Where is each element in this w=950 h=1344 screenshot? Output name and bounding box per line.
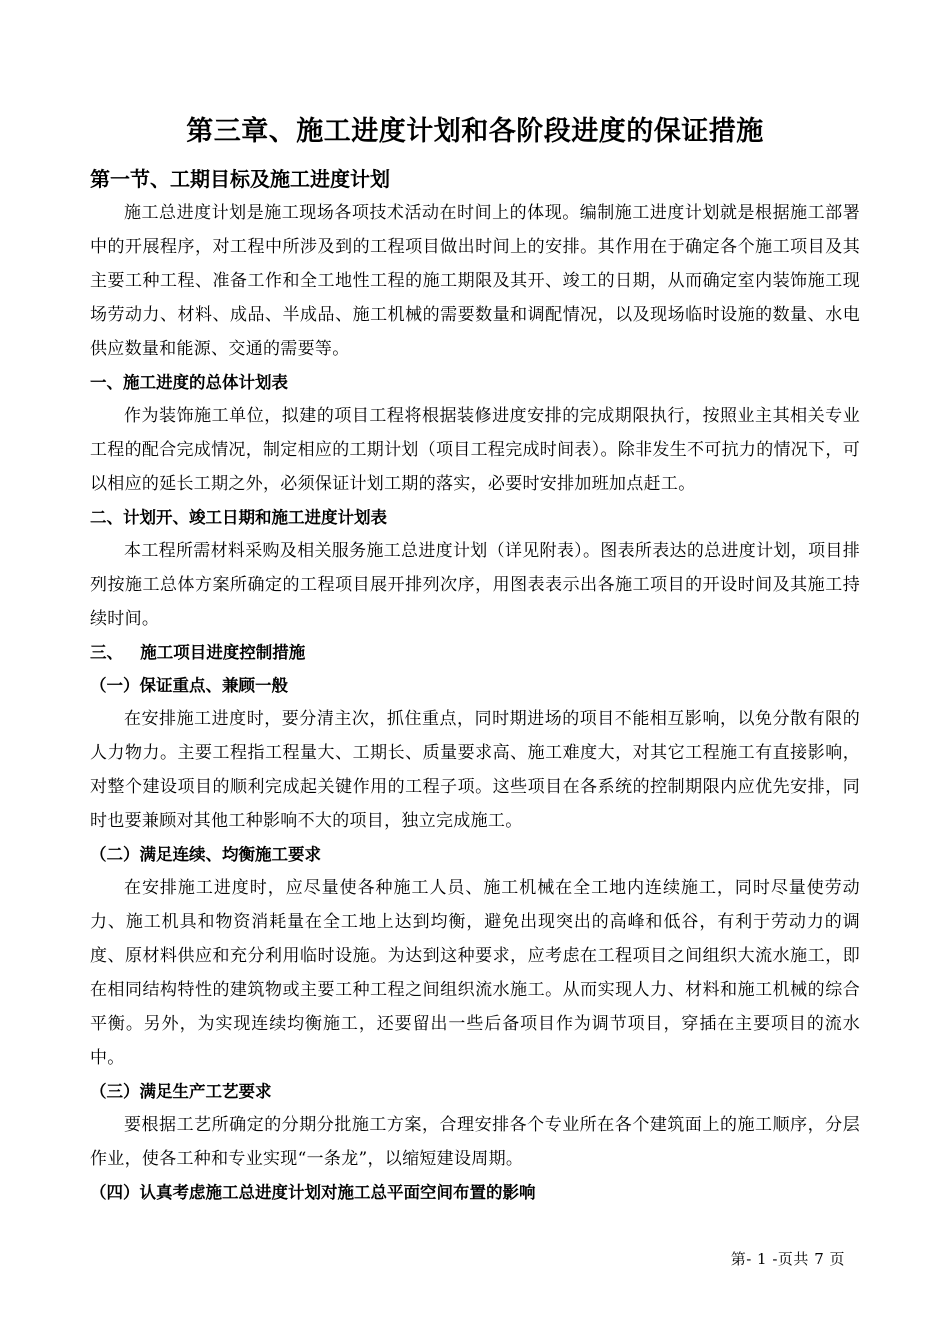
paragraph-overall-plan: 作为装饰施工单位，拟建的项目工程将根据装修进度安排的完成期限执行，按照业主其相关专业工程的配合完成情况，制定相应的工期计划（项目工程完成时间表）。除非发生不可抗力的情况下，可以相应的延长工期之外，必须保证计划工期的落实，必要时安排加班加点赶工。 xyxy=(90,406,860,494)
section-title: 第一节、工期目标及施工进度计划 xyxy=(90,167,390,191)
document-body xyxy=(90,112,860,1209)
heading-control-measures: 三、 施工项目进度控制措施 xyxy=(90,643,306,662)
subheading-continuous-construction: （二）满足连续、均衡施工要求 xyxy=(90,845,321,864)
heading-overall-plan: 一、施工进度的总体计划表 xyxy=(90,373,288,392)
subheading-layout-impact: （四）认真考虑施工总进度计划对施工总平面空间布置的影响 xyxy=(90,1183,536,1202)
subheading-priorities: （一）保证重点、兼顾一般 xyxy=(90,676,288,695)
paragraph-schedule-dates: 本工程所需材料采购及相关服务施工总进度计划（详见附表）。图表所表达的总进度计划，项目排列按施工总体方案所确定的工程项目展开排列次序，用图表表示出各施工项目的开设时间及其施工持续时间。 xyxy=(90,541,860,629)
chapter-title: 第三章、施工进度计划和各阶段进度的保证措施 xyxy=(186,116,764,147)
paragraph-continuous-construction: 在安排施工进度时，应尽量使各种施工人员、施工机械在全工地内连续施工，同时尽量使劳动力、施工机具和物资消耗量在全工地上达到均衡，避免出现突出的高峰和低谷，有利于劳动力的调度、原材料供应和充分利用临时设施。为达到这种要求，应考虑在工程项目之间组织大流水施工，即在相同结构特性的建筑物或主要工种工程之间组织流水施工。从而实现人力、材料和施工机械的综合平衡。另外，为实现连续均衡施工，还要留出一些后备项目作为调节项目，穿插在主要项目的流水中。 xyxy=(90,878,860,1068)
paragraph-process-requirements: 要根据工艺所确定的分期分批施工方案，合理安排各个专业所在各个建筑面上的施工顺序，分层作业，使各工种和专业实现“一条龙”，以缩短建设周期。 xyxy=(90,1115,860,1169)
heading-schedule-dates: 二、计划开、竣工日期和施工进度计划表 xyxy=(90,508,387,527)
subheading-process-requirements: （三）满足生产工艺要求 xyxy=(90,1082,272,1101)
intro-paragraph: 施工总进度计划是施工现场各项技术活动在时间上的体现。编制施工进度计划就是根据施工部署中的开展程序，对工程中所涉及到的工程项目做出时间上的安排。其作用在于确定各个施工项目及其主要工种工程、准备工作和全工地性工程的施工期限及其开、竣工的日期，从而确定室内装饰施工现场劳动力、材料、成品、半成品、施工机械的需要数量和调配情况，以及现场临时设施的数量、水电供应数量和能源、交通的需要等。 xyxy=(90,203,860,359)
paragraph-priorities: 在安排施工进度时，要分清主次，抓住重点，同时期进场的项目不能相互影响，以免分散有限的人力物力。主要工程指工程量大、工期长、质量要求高、施工难度大，对其它工程施工有直接影响，对整个建设项目的顺利完成起关键作用的工程子项。这些项目在各系统的控制期限内应优先安排，同时也要兼顾对其他工种影响不大的项目，独立完成施工。 xyxy=(90,709,860,831)
page-number: 第- 1 -页共 7 页 xyxy=(730,1250,845,1268)
